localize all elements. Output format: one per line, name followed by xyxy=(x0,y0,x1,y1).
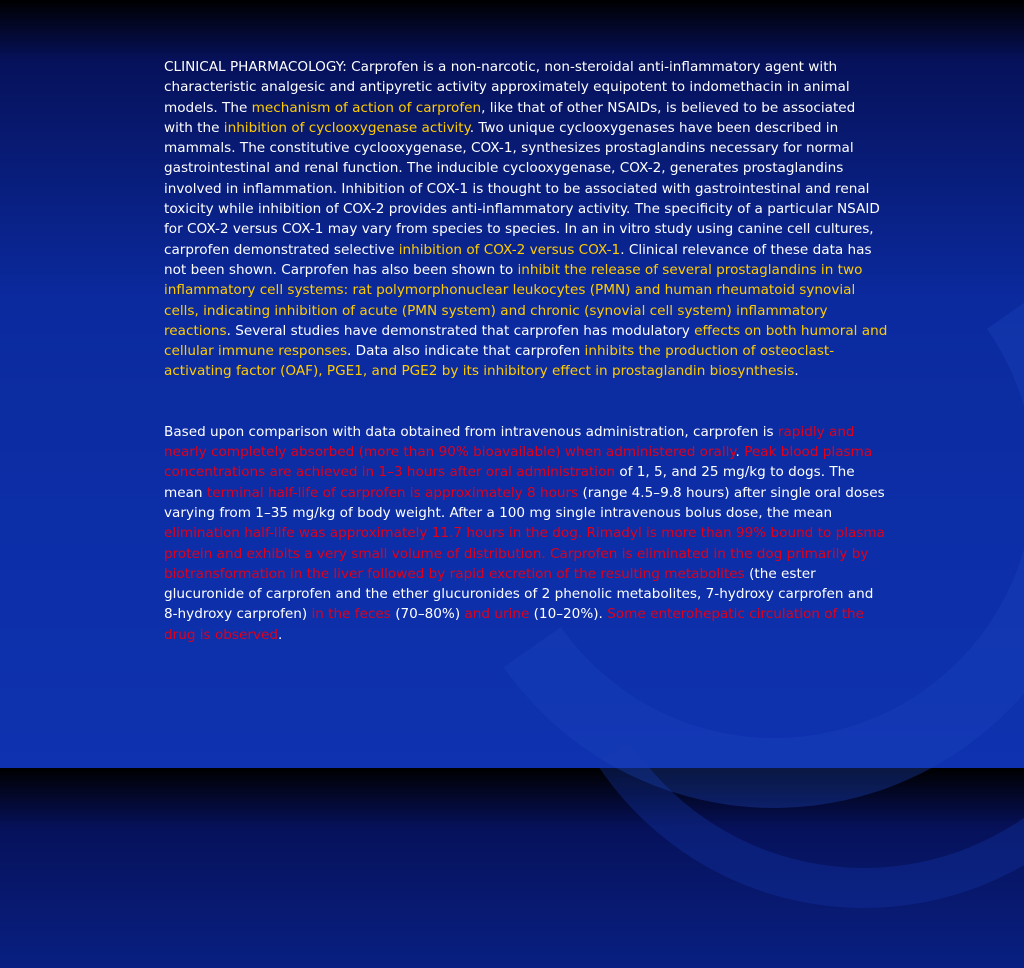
highlight-cox2-selectivity: inhibition of COX-2 versus COX-1 xyxy=(398,241,621,258)
slide-body xyxy=(164,57,888,645)
text-segment: (range 4.5–9.8 hours) after single oral doses varying from 1–35 mg/kg of body weight. After a 100 mg single intravenous bolus dose, the mean xyxy=(164,484,885,521)
highlight-mechanism: mechanism of action of carprofen xyxy=(251,99,482,116)
text-segment: (70–80%) xyxy=(390,606,465,623)
text-segment: (10–20%). xyxy=(529,606,608,623)
highlight-enterohepatic: Some enterohepatic circulation of the drug is observed xyxy=(164,606,865,643)
text-segment: . xyxy=(735,444,745,461)
text-segment: . Data also indicate that carprofen xyxy=(347,343,585,360)
highlight-prostaglandin-release: inhibit the release of several prostaglandins in two inflammatory cell systems: rat polymorphonuclear leukocytes (PMN) and human rheumatoid synovial cells, indicating inhibition of acute (PMN system) and chronic (synovial cell system) inflammatory reactions xyxy=(164,261,863,339)
clinical-pharmacology-paragraph xyxy=(164,57,888,382)
highlight-cox-inhibition: inhibition of cyclooxygenase activity xyxy=(223,119,470,136)
text-segment: (the ester glucuronide of carprofen and the ether glucuronides of 2 phenolic metabolites, 7-hydroxy carprofen and 8-hydroxy carprofen) xyxy=(164,565,874,623)
text-segment: of 1, 5, and 25 mg/kg to dogs. The mean xyxy=(164,464,855,501)
text-segment: . xyxy=(794,363,799,380)
text-segment: . Two unique cyclooxygenases have been described in mammals. The constitutive cyclooxygenase, COX-1, synthesizes prostaglandins necessary for normal gastrointestinal and renal function. The inducible cyclooxygenase, COX-2, generates prostaglandins involved in inflammation. Inhibition of COX-1 is thought to be associated with gastrointestinal and renal toxicity while inhibition of COX-2 provides anti-inflammatory activity. The specificity of a particular NSAID for COX-2 versus COX-1 may vary from species to species. In an in vitro study using canine cell cultures, carprofen demonstrated selective xyxy=(164,119,880,258)
highlight-urine: and urine xyxy=(464,606,530,623)
text-segment: . xyxy=(277,626,283,643)
text-segment: CLINICAL PHARMACOLOGY: Carprofen is a non-narcotic, non-steroidal anti-inflammatory agent with characteristic analgesic and antipyretic activity approximately equipotent to indomethacin in animal models. The xyxy=(164,59,850,116)
highlight-peak-concentration: Peak blood plasma concentrations are achieved in 1–3 hours after oral administration xyxy=(164,444,873,481)
text-segment: . Several studies have demonstrated that carprofen has modulatory xyxy=(226,322,695,339)
text-segment: . Clinical relevance of these data has not been shown. Carprofen has also been shown to xyxy=(164,241,872,278)
highlight-immune-effects: effects on both humoral and cellular immune responses xyxy=(164,322,888,360)
highlight-oaf-inhibition: inhibits the production of osteoclast-activating factor (OAF), PGE1, and PGE2 by its inhibitory effect in prostaglandin biosynthesis xyxy=(164,343,835,380)
text-segment: , like that of other NSAIDs, is believed to be associated with the xyxy=(164,99,856,136)
text-segment: Based upon comparison with data obtained from intravenous administration, carprofen is xyxy=(164,423,778,440)
highlight-elimination: elimination half-life was approximately 11.7 hours in the dog. Rimadyl is more than 99% bound to plasma protein and exhibits a very small volume of distribution. Carprofen is eliminated in the dog primarily by biotransformation in the liver followed by rapid excretion of the resulting metabolites xyxy=(164,525,885,582)
highlight-feces: in the feces xyxy=(311,606,391,623)
highlight-absorption: rapidly and nearly completely absorbed (more than 90% bioavailable) when administered orally xyxy=(164,423,855,461)
pharmacokinetics-paragraph xyxy=(164,422,888,645)
highlight-terminal-half-life: terminal half-life of carprofen is approximately 8 hours xyxy=(206,484,579,501)
